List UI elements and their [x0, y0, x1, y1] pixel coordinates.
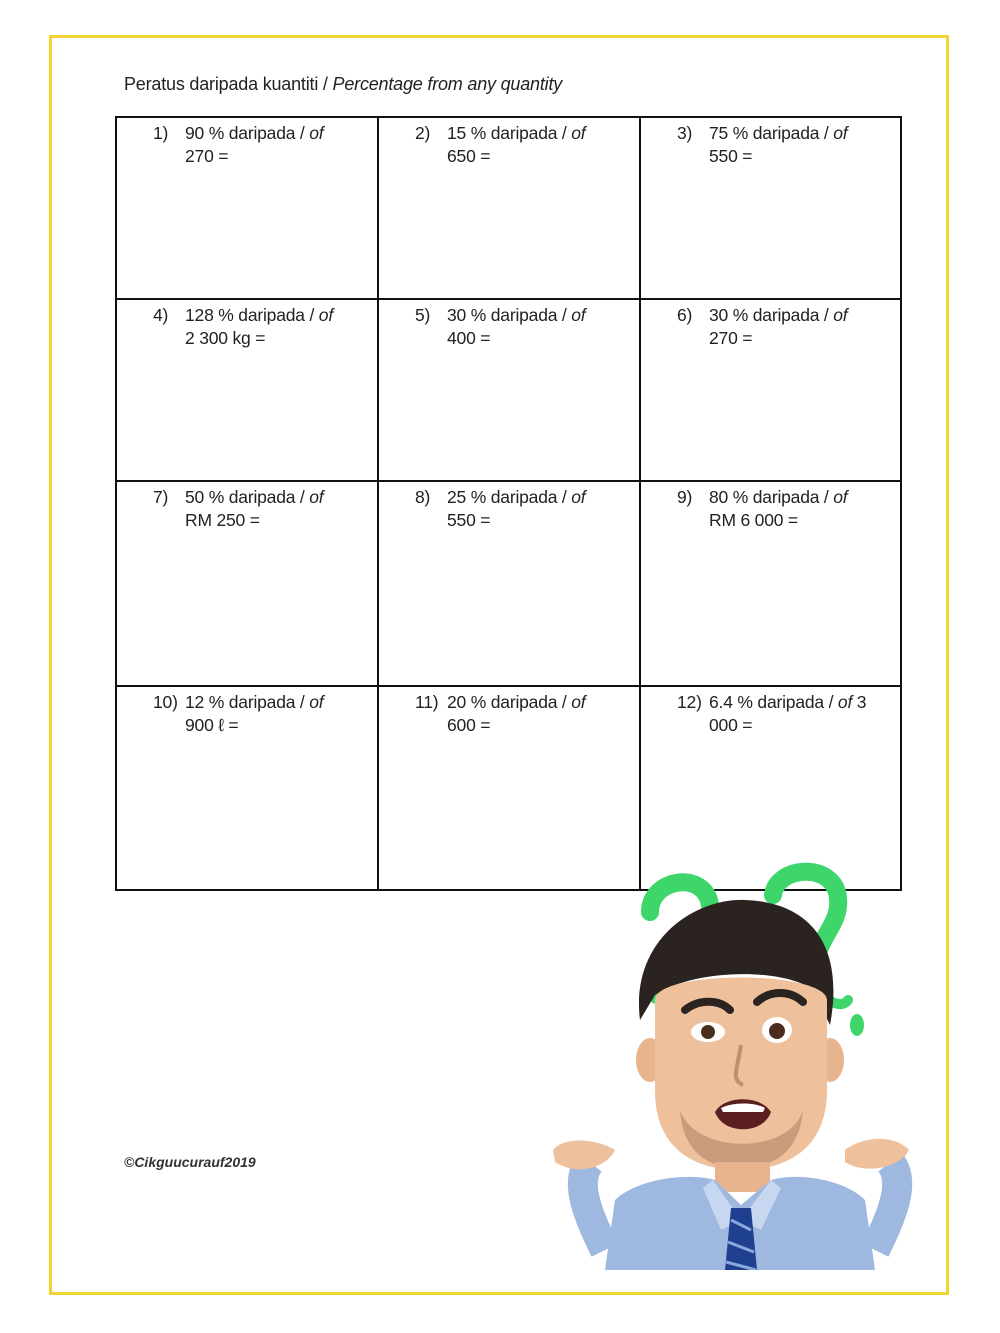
question-quantity: 900 ℓ =	[185, 715, 239, 735]
question-number: 4)	[153, 305, 169, 325]
question-text	[677, 486, 897, 532]
question-text	[677, 691, 897, 737]
question-post: 3	[852, 692, 867, 712]
question-number: 11)	[415, 692, 439, 712]
question-cell-2	[379, 118, 641, 300]
question-percent: 15 % daripada /	[447, 123, 572, 143]
question-percent: 6.4 % daripada /	[709, 692, 838, 712]
question-text	[415, 486, 635, 532]
question-number: 12)	[677, 692, 702, 712]
question-number: 2)	[415, 123, 431, 143]
question-percent: 30 % daripada /	[709, 305, 834, 325]
question-cell-1	[117, 118, 379, 300]
question-text	[415, 304, 635, 350]
question-number: 8)	[415, 487, 431, 507]
question-cell-4	[117, 300, 379, 482]
question-of: of	[571, 305, 586, 325]
question-quantity: 650 =	[447, 146, 491, 166]
question-of: of	[309, 123, 324, 143]
question-quantity: 270 =	[709, 328, 753, 348]
question-of: of	[571, 123, 586, 143]
question-percent: 128 % daripada /	[185, 305, 319, 325]
question-quantity: 270 =	[185, 146, 229, 166]
question-text	[153, 486, 373, 532]
question-quantity: 550 =	[709, 146, 753, 166]
question-number: 1)	[153, 123, 169, 143]
question-percent: 75 % daripada /	[709, 123, 834, 143]
question-percent: 25 % daripada /	[447, 487, 572, 507]
question-quantity: 600 =	[447, 715, 491, 735]
question-number: 6)	[677, 305, 693, 325]
question-of: of	[571, 692, 586, 712]
question-percent: 30 % daripada /	[447, 305, 572, 325]
question-text	[677, 304, 897, 350]
question-grid	[115, 116, 902, 891]
question-quantity: RM 6 000 =	[709, 510, 798, 530]
question-cell-6	[641, 300, 900, 482]
question-quantity: 550 =	[447, 510, 491, 530]
question-text	[415, 122, 635, 168]
question-percent: 50 % daripada /	[185, 487, 310, 507]
question-cell-5	[379, 300, 641, 482]
question-of: of	[309, 487, 324, 507]
question-percent: 80 % daripada /	[709, 487, 834, 507]
question-percent: 12 % daripada /	[185, 692, 310, 712]
question-text	[677, 122, 897, 168]
question-of: of	[309, 692, 324, 712]
question-percent: 20 % daripada /	[447, 692, 572, 712]
question-percent: 90 % daripada /	[185, 123, 310, 143]
question-number: 7)	[153, 487, 169, 507]
copyright-text: ©Cikguucurauf2019	[124, 1154, 256, 1170]
question-quantity: 2 300 kg =	[185, 328, 266, 348]
question-cell-3	[641, 118, 900, 300]
question-quantity: 000 =	[709, 715, 753, 735]
question-text	[153, 122, 373, 168]
question-cell-8	[379, 482, 641, 687]
confused-man-shrug-icon	[545, 850, 915, 1270]
question-cell-10	[117, 687, 379, 889]
question-number: 10)	[153, 692, 178, 712]
title-malay: Peratus daripada kuantiti /	[124, 74, 333, 94]
question-cell-9	[641, 482, 900, 687]
question-of: of	[833, 305, 848, 325]
question-cell-7	[117, 482, 379, 687]
question-quantity: 400 =	[447, 328, 491, 348]
question-number: 9)	[677, 487, 693, 507]
worksheet-title	[124, 74, 562, 95]
question-text	[415, 691, 635, 737]
title-english: Percentage from any quantity	[332, 74, 563, 94]
question-of: of	[318, 305, 333, 325]
question-number: 3)	[677, 123, 693, 143]
question-of: of	[833, 123, 848, 143]
question-number: 5)	[415, 305, 431, 325]
question-quantity: RM 250 =	[185, 510, 260, 530]
question-of: of	[837, 692, 853, 712]
question-of: of	[833, 487, 848, 507]
question-text	[153, 691, 373, 737]
question-of: of	[571, 487, 586, 507]
question-text	[153, 304, 373, 350]
